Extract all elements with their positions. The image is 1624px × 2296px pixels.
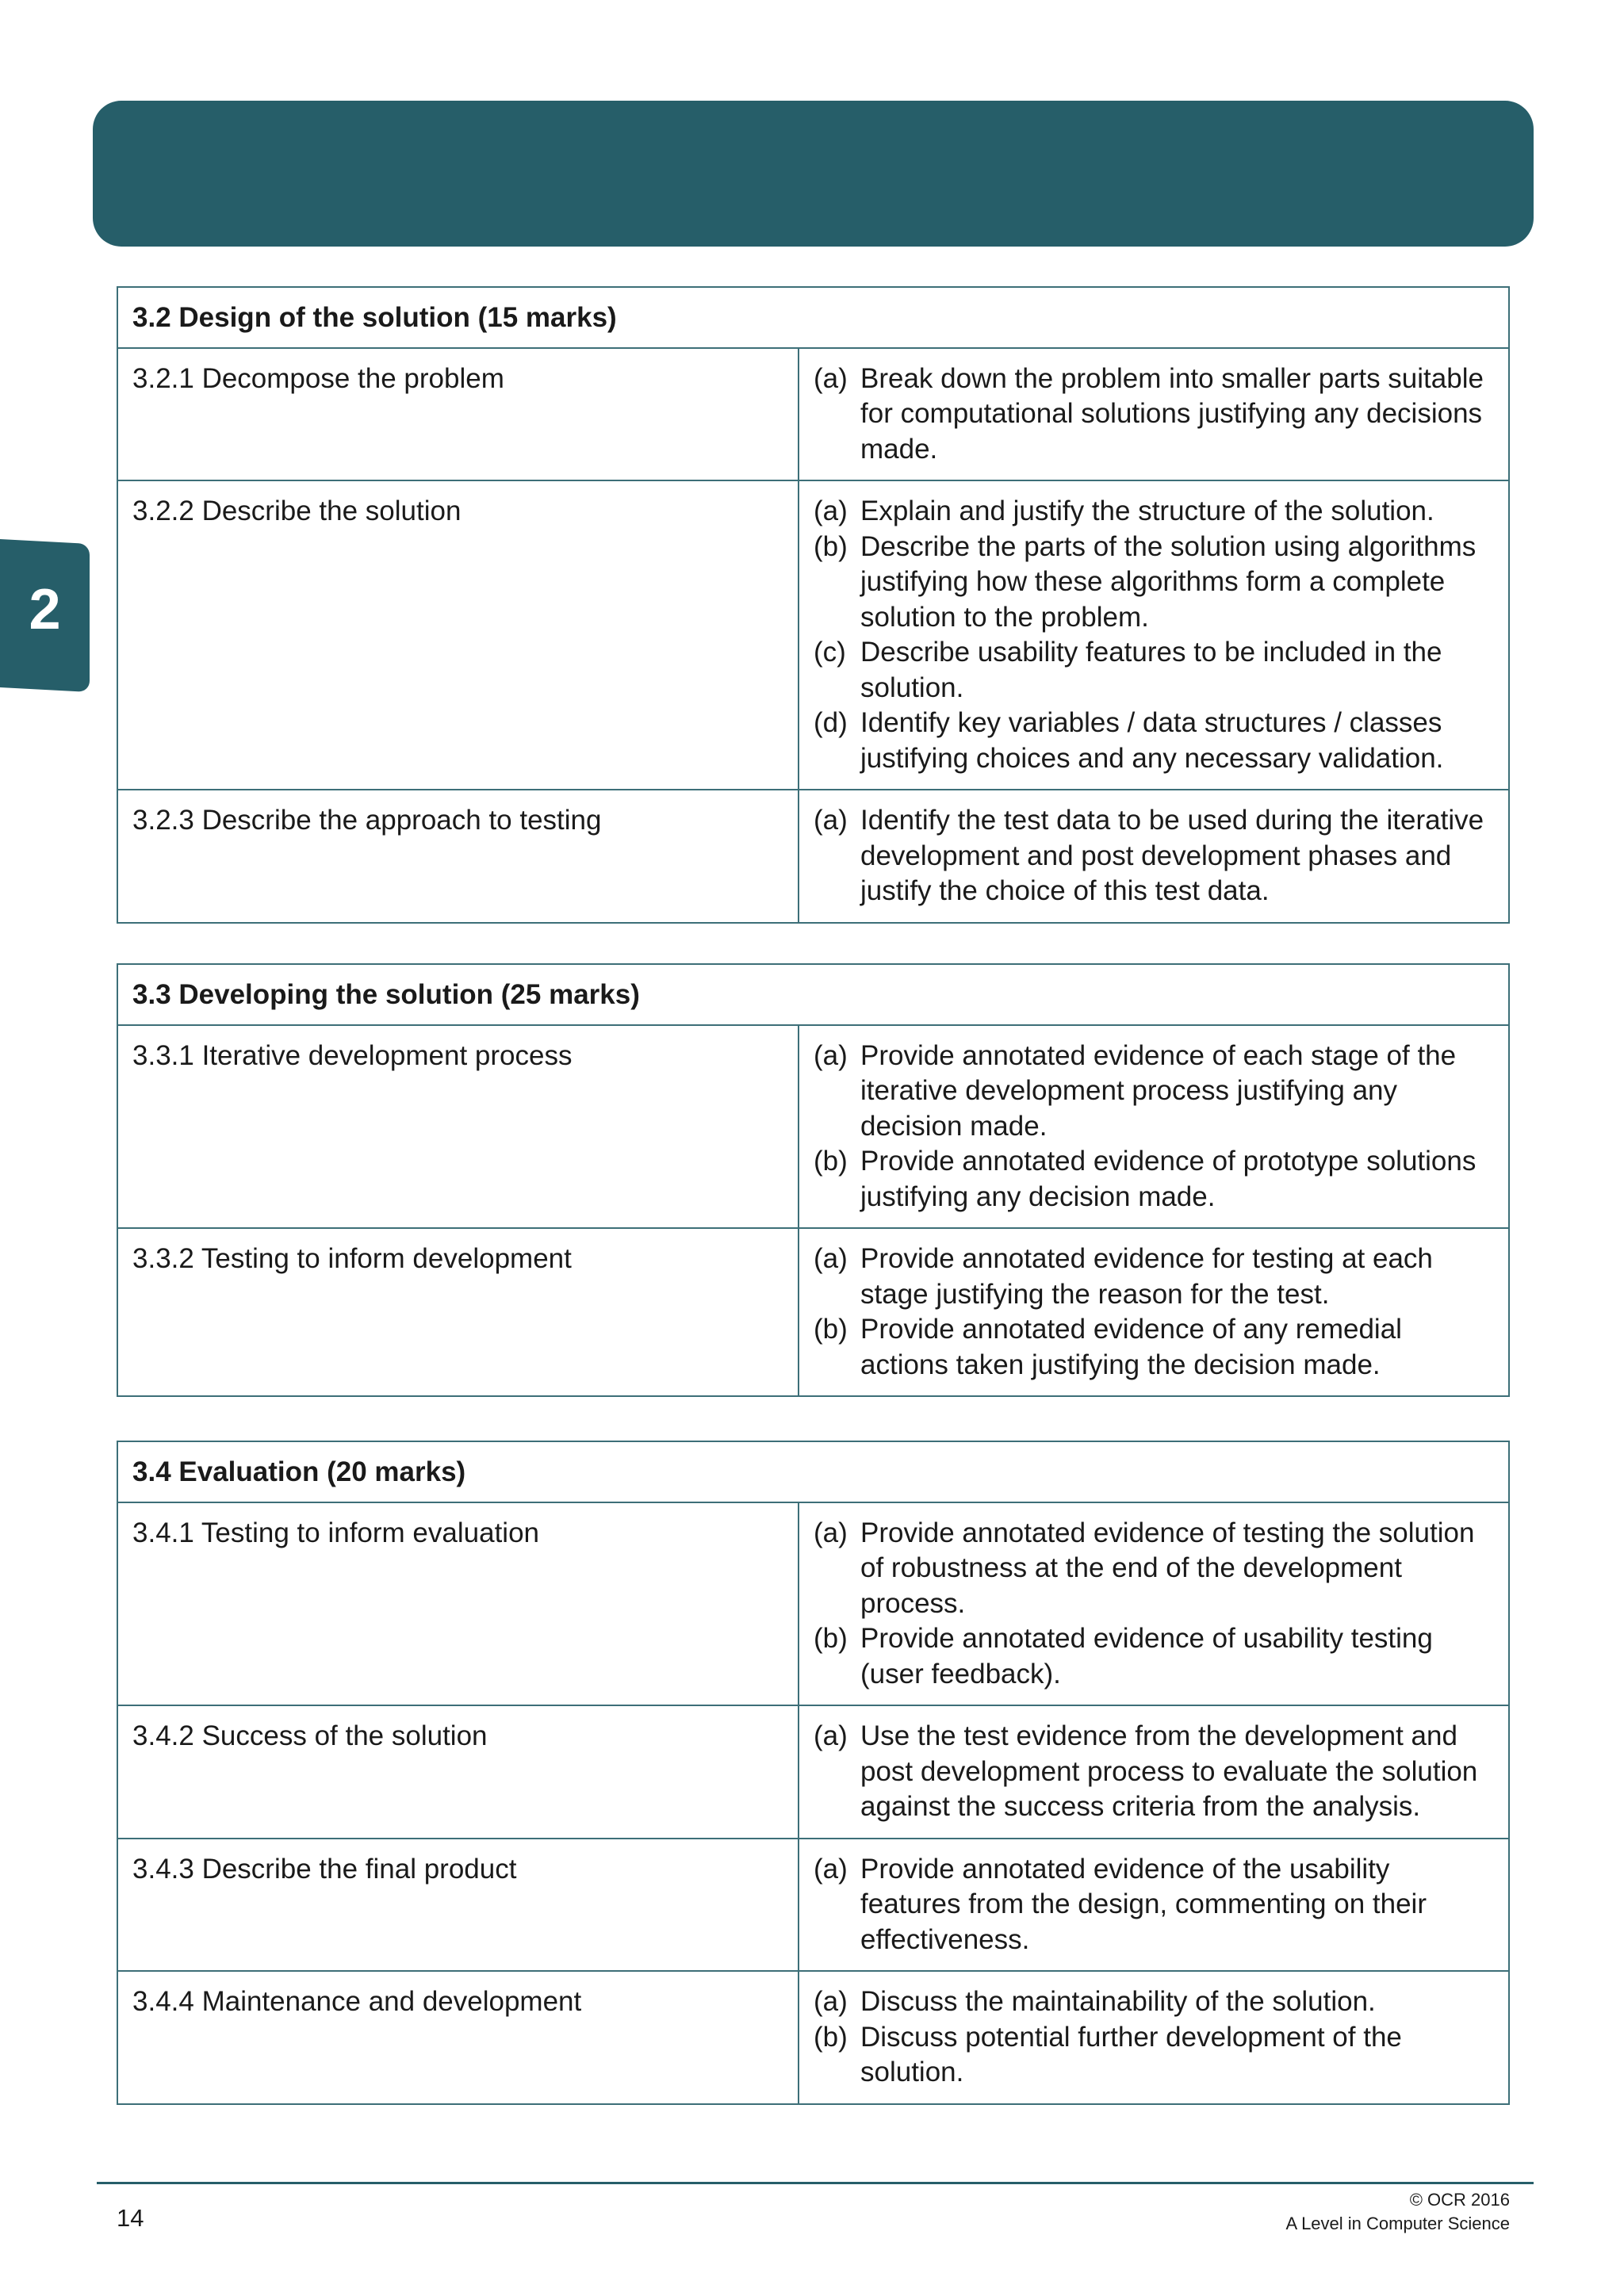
item-text: Identify the test data to be used during the iterative development and post development phases and justify the choice of this test data. xyxy=(860,805,1484,906)
list-item xyxy=(814,1516,1494,1622)
item-text: Provide annotated evidence of each stage of the iterative development process justifying any decision made. xyxy=(860,1039,1457,1142)
item-text: Provide annotated evidence for testing at each stage justifying the reason for the test. xyxy=(860,1243,1433,1310)
footer-credits xyxy=(1286,2188,1511,2236)
item-text: Provide annotated evidence of prototype solutions justifying any decision made. xyxy=(860,1146,1477,1212)
item-marker: (a) xyxy=(814,1853,848,1885)
criterion-items xyxy=(799,1228,1509,1396)
table-row xyxy=(117,1839,1509,1972)
list-item xyxy=(814,1719,1494,1825)
criterion-label: 3.2.2 Describe the solution xyxy=(117,480,799,790)
item-text: Discuss potential further development of the solution. xyxy=(860,2021,1402,2087)
item-text: Provide annotated evidence of the usability features from the design, commenting on their effectiveness. xyxy=(860,1853,1427,1955)
item-marker: (b) xyxy=(814,1314,848,1345)
list-item xyxy=(814,1039,1494,1145)
list-item xyxy=(814,1984,1494,2020)
criterion-items xyxy=(799,1025,1509,1229)
table-row xyxy=(117,1228,1509,1396)
section-title: 3.2 Design of the solution (15 marks) xyxy=(117,287,1509,348)
criterion-items xyxy=(799,480,1509,790)
item-text: Explain and justify the structure of the solution. xyxy=(860,496,1434,526)
table-row xyxy=(117,1971,1509,2104)
item-text: Provide annotated evidence of usability testing (user feedback). xyxy=(860,1623,1433,1689)
spec-table-3-4 xyxy=(117,1441,1510,2105)
item-marker: (a) xyxy=(814,805,848,836)
header-banner xyxy=(93,101,1534,247)
item-text: Use the test evidence from the development and post development process to evaluate the solution against the success criteria from the analysis. xyxy=(860,1720,1478,1822)
spec-table-3-3 xyxy=(117,963,1510,1397)
item-marker: (c) xyxy=(814,637,846,668)
list-item xyxy=(814,803,1494,909)
section-title: 3.3 Developing the solution (25 marks) xyxy=(117,964,1509,1025)
item-marker: (a) xyxy=(814,1986,848,2017)
item-marker: (a) xyxy=(814,362,848,394)
item-text: Provide annotated evidence of testing the solution of robustness at the end of the development process. xyxy=(860,1517,1475,1619)
item-marker: (a) xyxy=(814,1720,848,1751)
table-row xyxy=(117,480,1509,790)
qualification-title: A Level in Computer Science xyxy=(1285,2214,1510,2233)
item-text: Provide annotated evidence of any remedial actions taken justifying the decision made. xyxy=(860,1314,1402,1380)
list-item xyxy=(814,2020,1494,2091)
criterion-label: 3.4.1 Testing to inform evaluation xyxy=(117,1502,799,1706)
criterion-label: 3.2.1 Decompose the problem xyxy=(117,348,799,481)
criterion-items xyxy=(799,1705,1509,1839)
page-number: 14 xyxy=(117,2204,144,2232)
item-marker: (a) xyxy=(814,496,848,526)
criterion-label: 3.3.2 Testing to inform development xyxy=(117,1228,799,1396)
item-marker: (a) xyxy=(814,1243,848,1274)
table-header-row xyxy=(117,964,1509,1025)
list-item xyxy=(814,635,1494,706)
table-row xyxy=(117,1502,1509,1706)
item-marker: (b) xyxy=(814,1623,848,1654)
criterion-items xyxy=(799,348,1509,481)
section-tab-number: 2 xyxy=(29,578,61,641)
criterion-items xyxy=(799,1971,1509,2104)
list-item xyxy=(814,1312,1494,1383)
item-marker: (b) xyxy=(814,530,848,562)
item-text: Identify key variables / data structures / classes justifying choices and any necessary validation. xyxy=(860,707,1444,774)
list-item xyxy=(814,1621,1494,1692)
item-text: Describe the parts of the solution using algorithms justifying how these algorithms form a complete solution to the problem. xyxy=(860,530,1477,633)
item-marker: (a) xyxy=(814,1517,848,1548)
table-header-row xyxy=(117,1441,1509,1502)
item-marker: (b) xyxy=(814,2021,848,2053)
list-item xyxy=(814,1242,1494,1312)
list-item xyxy=(814,494,1494,530)
section-title: 3.4 Evaluation (20 marks) xyxy=(117,1441,1509,1502)
footer-divider xyxy=(97,2182,1534,2184)
table-row xyxy=(117,790,1509,923)
list-item xyxy=(814,1852,1494,1958)
criterion-items xyxy=(799,1839,1509,1972)
table-row xyxy=(117,348,1509,481)
item-marker: (d) xyxy=(814,707,848,738)
item-marker: (a) xyxy=(814,1039,848,1071)
item-text: Describe usability features to be included in the solution. xyxy=(860,637,1442,703)
list-item xyxy=(814,1144,1494,1215)
list-item xyxy=(814,362,1494,468)
table-row xyxy=(117,1705,1509,1839)
item-text: Discuss the maintainability of the solution. xyxy=(860,1986,1376,2017)
criterion-label: 3.4.2 Success of the solution xyxy=(117,1705,799,1839)
list-item xyxy=(814,706,1494,776)
criterion-label: 3.4.4 Maintenance and development xyxy=(117,1971,799,2104)
copyright-text: © OCR 2016 xyxy=(1409,2190,1510,2210)
criterion-items xyxy=(799,1502,1509,1706)
list-item xyxy=(814,530,1494,636)
criterion-label: 3.2.3 Describe the approach to testing xyxy=(117,790,799,923)
spec-table-3-2 xyxy=(117,286,1510,924)
criterion-label: 3.4.3 Describe the final product xyxy=(117,1839,799,1972)
item-marker: (b) xyxy=(814,1146,848,1177)
criterion-label: 3.3.1 Iterative development process xyxy=(117,1025,799,1229)
criterion-items xyxy=(799,790,1509,923)
item-text: Break down the problem into smaller parts suitable for computational solutions justifying any decisions made. xyxy=(860,362,1484,465)
table-header-row xyxy=(117,287,1509,348)
table-row xyxy=(117,1025,1509,1229)
